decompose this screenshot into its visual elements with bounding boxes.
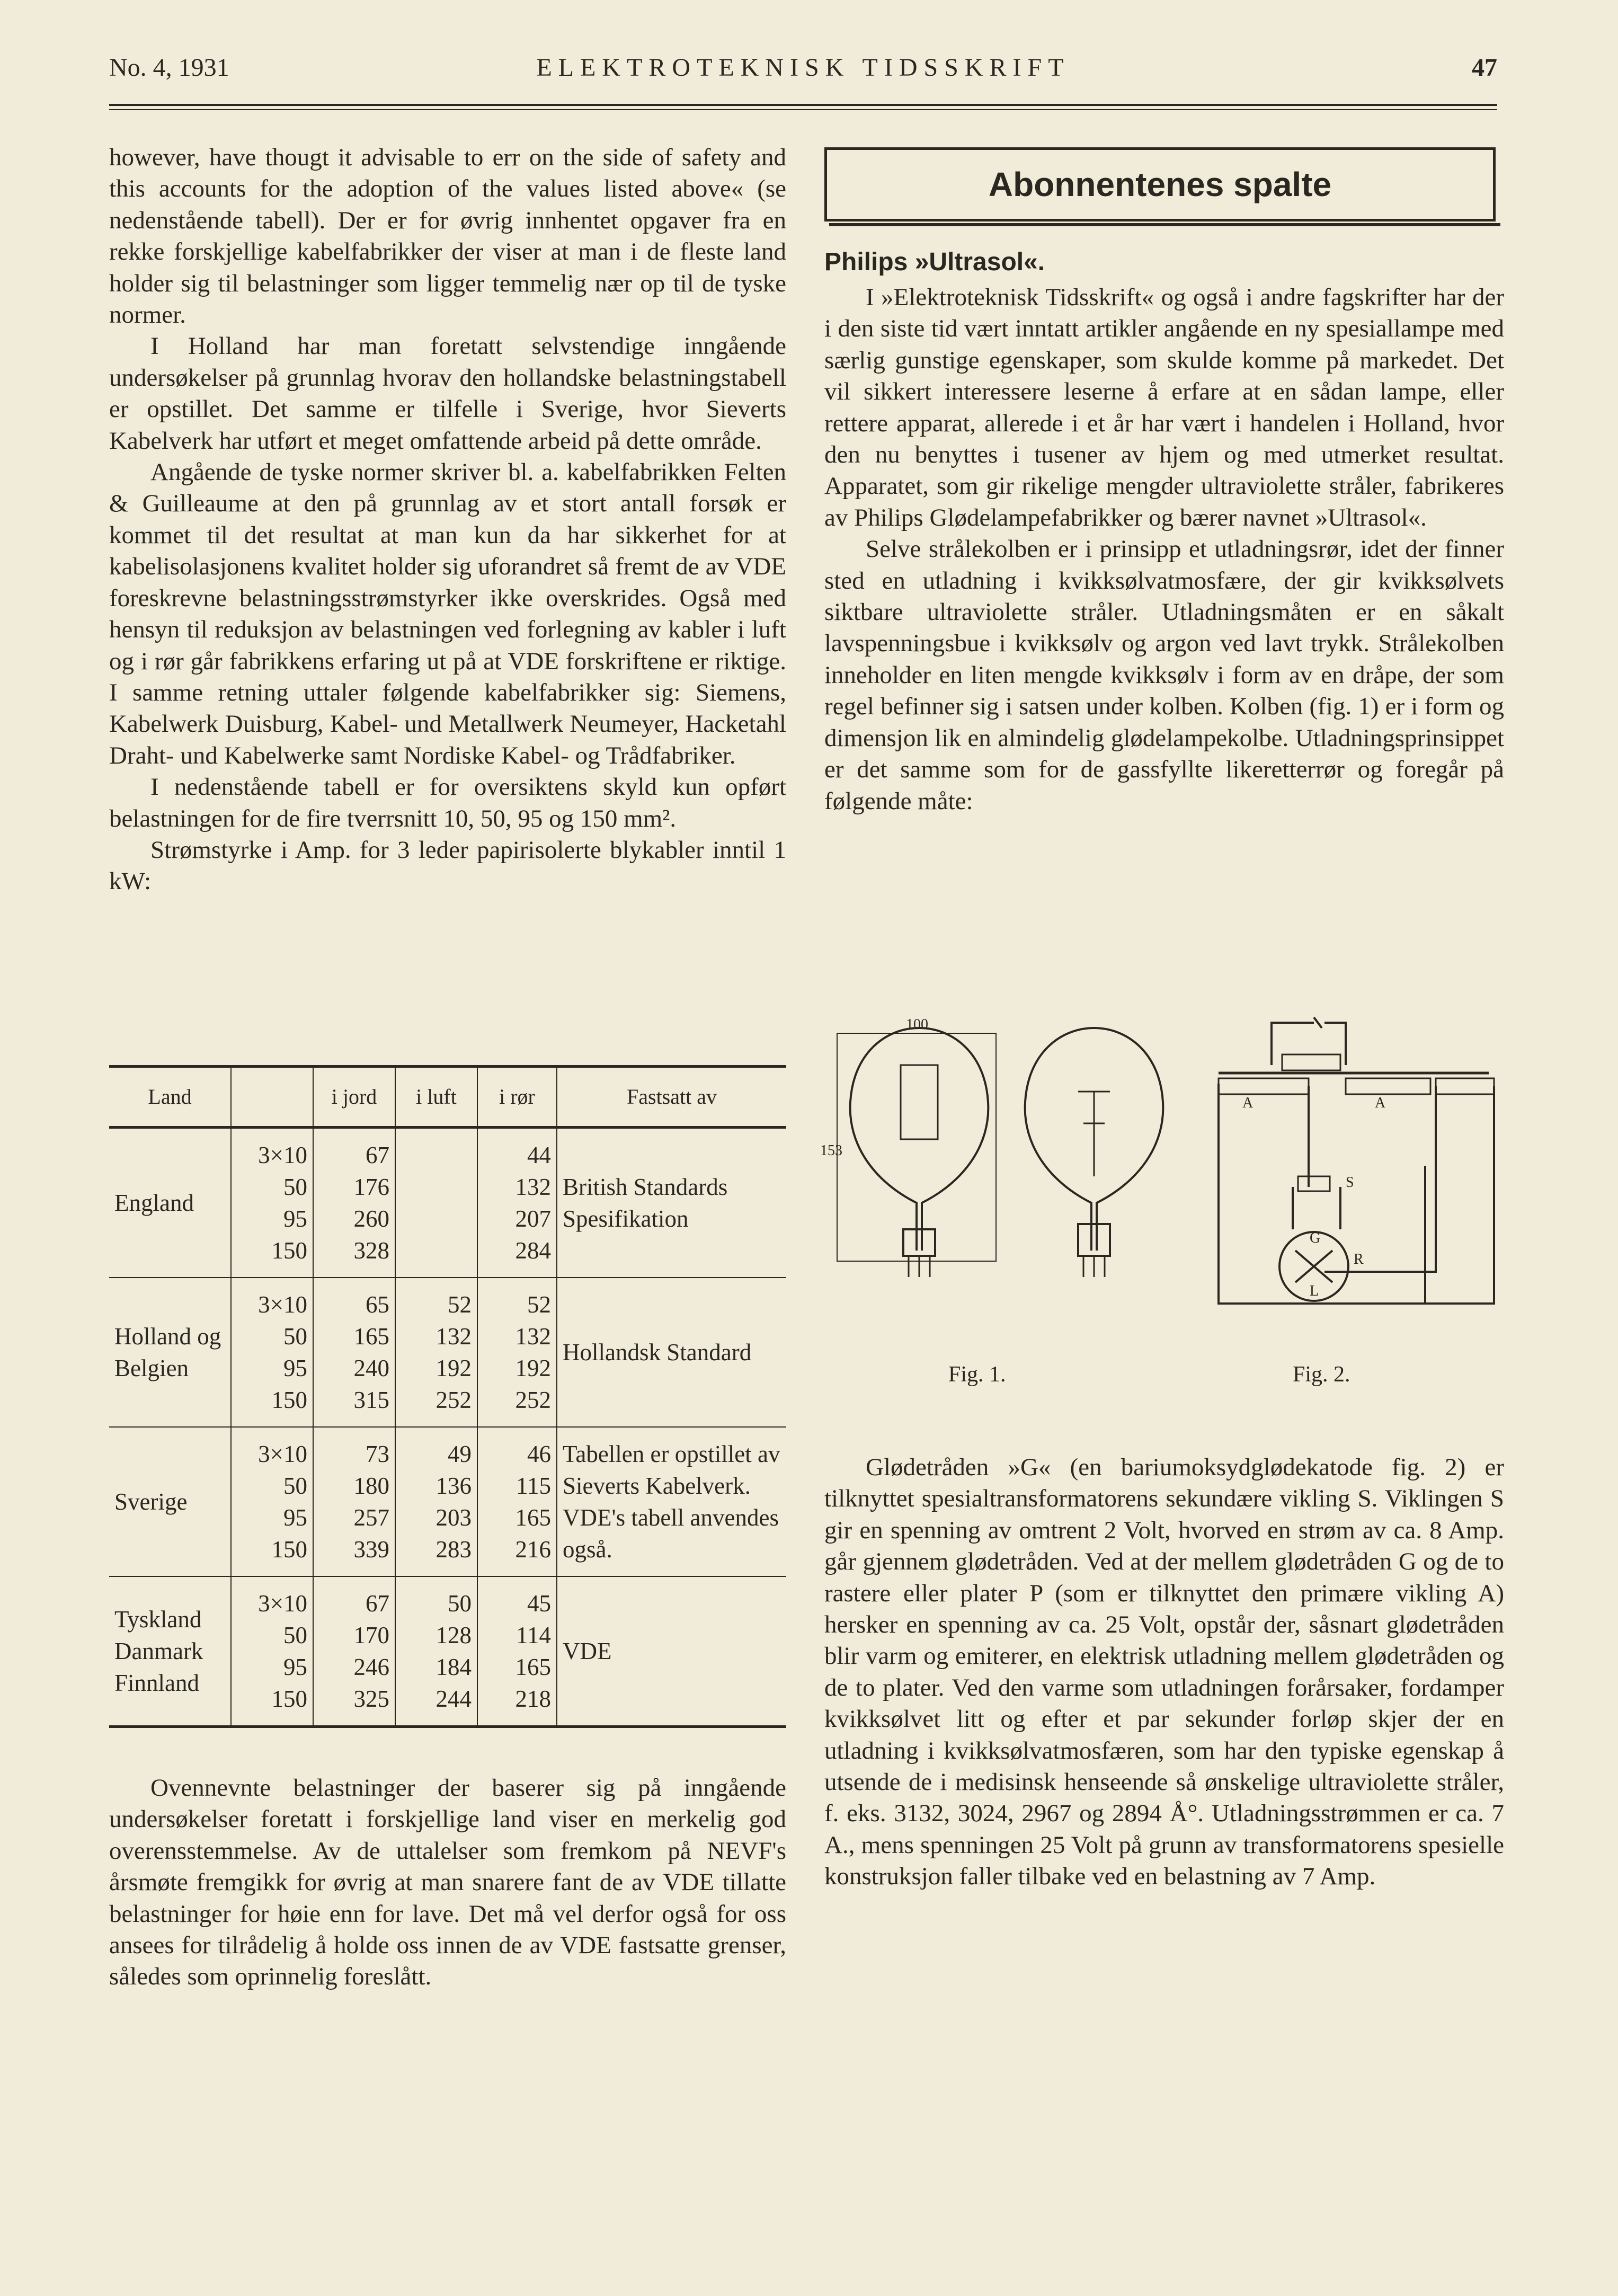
source-cell: Hollandsk Standard	[557, 1278, 786, 1427]
table-row	[109, 1427, 786, 1576]
sections-value: 95	[283, 1205, 307, 1232]
col-header-ror: i rør	[477, 1067, 557, 1128]
label-a-left: A	[1242, 1095, 1253, 1111]
source-cell: VDE	[557, 1576, 786, 1727]
article-heading: Philips »Ultrasol«.	[824, 248, 1045, 276]
luft-value: 244	[435, 1686, 472, 1712]
jord-value: 65	[366, 1291, 389, 1318]
ror-value: 114	[516, 1622, 551, 1648]
figures	[816, 954, 1505, 1404]
luft-value	[401, 1139, 472, 1171]
paragraph: I Holland har man foretatt selvstendige inngående undersøkelser på grunnlag hvorav den hollandske belastningstabell er opstillet. Det samme er tilfelle i Sverige, hvor Sieverts Kabelverk har utført et meget omfattende arbeid på dette område.	[109, 332, 786, 455]
paragraph: I nedenstående tabell er for oversiktens skyld kun opført belastningen for de fire tverrsnitt 10, 50, 95 og 150 mm².	[109, 773, 786, 832]
luft-value: 50	[448, 1590, 472, 1617]
paragraph: however, have thougt it advisable to err on the side of safety and this accounts for the adoption of the values listed above« (se nedenstående tabell). Der er for øvrig innhentet opgaver fra en rekke forskjellige kabelfabrikker der viser at man i de fleste land holder sig til belastninger som ligger temmelig nær op til de tyske normer.	[109, 144, 786, 329]
col-header-source: Fastsatt av	[557, 1067, 786, 1128]
jord-value: 246	[353, 1654, 389, 1680]
table-row	[109, 1576, 786, 1727]
sections-value: 150	[271, 1237, 307, 1264]
jord-value: 339	[353, 1536, 389, 1563]
table-row	[109, 1278, 786, 1427]
jord-value: 170	[353, 1622, 389, 1648]
luft-value: 128	[435, 1622, 472, 1648]
figure-drawings	[816, 954, 1505, 1404]
table-row	[109, 1129, 786, 1278]
label-g: G	[1310, 1230, 1321, 1246]
sections-value: 150	[271, 1387, 307, 1413]
ror-value: 165	[515, 1504, 551, 1531]
sections-cell	[231, 1278, 313, 1427]
electrode-assembly	[901, 1065, 938, 1139]
sections-value: 3×10	[258, 1441, 307, 1467]
jord-value: 240	[353, 1355, 389, 1381]
jord-cell	[313, 1278, 395, 1427]
jord-value: 328	[353, 1237, 389, 1264]
col-header-luft: i luft	[395, 1067, 477, 1128]
luft-value: 283	[435, 1536, 472, 1563]
dim-label-top: 100	[906, 1016, 928, 1033]
load-table	[109, 1065, 786, 1728]
paragraph: Ovennevnte belastninger der baserer sig på inngående undersøkelser foretatt i forskjellige land viser en merkelig god overensstemmelse. Av de uttalelser som fremkom på NEVF's årsmøte fremgikk for øvrig at man snarere fant de av VDE tillatte belastninger for høie enn for lave. Det må vel derfor også for oss ansees for tilrådelig å holde oss innen de av VDE fastsatte grenser, således som oprinnelig foreslått.	[109, 1774, 786, 1991]
sections-cell	[231, 1427, 313, 1576]
source-cell: Tabellen er opstillet av Sieverts Kabelverk. VDE's tabell anvendes også.	[557, 1427, 786, 1576]
dim-label-side: 153	[820, 1142, 842, 1159]
page-header	[109, 53, 1497, 90]
ror-value: 132	[515, 1174, 551, 1200]
ror-cell	[477, 1278, 557, 1427]
paragraph: Angående de tyske normer skriver bl. a. kabelfabrikken Felten & Guilleaume at den på grunnlag av et stort antall forsøk er kommet til det resultat at man kun da har sikkerhet for at kabelisolasjonens kvalitet holder sig uforandret så fremt de av VDE foreskrevne belastningsstrømstyrker ikke overskrides. Også med hensyn til reduksjon av belastningen ved forlegning av kabler i luft og i rør går fabrikkens erfaring ut på at VDE forskriftene er riktige. I samme retning uttaler følgende kabelfabrikker sig: Siemens, Kabelwerk Duisburg, Kabel- und Metallwerk Neumeyer, Hacketahl Draht- und Kabelwerke samt Nordiske Kabel- og Trådfabriker.	[109, 458, 786, 769]
luft-value: 52	[448, 1291, 472, 1318]
ror-cell	[477, 1129, 557, 1278]
jord-value: 176	[353, 1174, 389, 1200]
primary-winding	[1282, 1054, 1340, 1070]
country-cell: Tyskland Danmark Finnland	[109, 1576, 231, 1727]
sections-value: 95	[283, 1355, 307, 1381]
label-r: R	[1354, 1251, 1364, 1267]
sections-value: 95	[283, 1504, 307, 1531]
winding-a-right	[1346, 1078, 1430, 1094]
luft-value: 203	[435, 1504, 472, 1531]
jord-value: 73	[366, 1441, 389, 1467]
col-header-jord: i jord	[313, 1067, 395, 1128]
ror-value: 218	[515, 1686, 551, 1712]
jord-value: 260	[353, 1205, 389, 1232]
source-cell: British Standards Spesifikation	[557, 1129, 786, 1278]
winding-s	[1298, 1176, 1330, 1191]
right-column-bottom	[824, 1452, 1504, 1893]
header-rule	[109, 104, 1497, 106]
right-column-top	[824, 246, 1504, 817]
sections-value: 50	[283, 1473, 307, 1499]
luft-value	[401, 1171, 472, 1203]
ror-value: 52	[527, 1291, 551, 1318]
luft-value	[401, 1203, 472, 1235]
ror-value: 165	[515, 1654, 551, 1680]
jord-value: 180	[353, 1473, 389, 1499]
page-number: 47	[1472, 54, 1497, 82]
winding-far-right	[1436, 1078, 1494, 1094]
country-cell: Sverige	[109, 1427, 231, 1576]
lamp-base	[903, 1229, 935, 1256]
sections-value: 50	[283, 1323, 307, 1350]
ror-value: 284	[515, 1237, 551, 1264]
sections-value: 150	[271, 1536, 307, 1563]
jord-cell	[313, 1129, 395, 1278]
sections-value: 150	[271, 1686, 307, 1712]
caption-fig-2: Fig. 2.	[1293, 1362, 1350, 1387]
luft-cell	[395, 1278, 477, 1427]
luft-value: 132	[435, 1323, 472, 1350]
ror-value: 216	[515, 1536, 551, 1563]
sections-cell	[231, 1129, 313, 1278]
sections-value: 3×10	[258, 1590, 307, 1617]
luft-value	[401, 1235, 472, 1266]
ror-cell	[477, 1427, 557, 1576]
ror-value: 192	[515, 1355, 551, 1381]
jord-value: 325	[353, 1686, 389, 1712]
jord-cell	[313, 1427, 395, 1576]
journal-title: ELEKTROTEKNISK TIDSSKRIFT	[536, 54, 1070, 82]
label-l: L	[1310, 1283, 1319, 1299]
luft-cell	[395, 1576, 477, 1727]
sections-value: 3×10	[258, 1142, 307, 1168]
header-rule-thin	[109, 109, 1497, 110]
luft-cell	[395, 1427, 477, 1576]
paragraph: Strømstyrke i Amp. for 3 leder papirisolerte blykabler inntil 1 kW:	[109, 836, 786, 896]
section-box-title: Abonnentenes spalte	[824, 147, 1496, 221]
left-column-bottom	[109, 1772, 786, 1993]
label-a-right: A	[1375, 1095, 1386, 1111]
sections-cell	[231, 1576, 313, 1727]
jord-value: 165	[353, 1323, 389, 1350]
caption-fig-1: Fig. 1.	[948, 1362, 1006, 1387]
luft-value: 252	[435, 1387, 472, 1413]
paragraph: Glødetråden »G« (en bariumoksydglødekatode fig. 2) er tilknyttet spesialtransformatorens sekundære vikling S. Viklingen S gir en spenning av omtrent 2 Volt, hvorved en strøm av ca. 8 Amp. går gjennem glødetråden. Ved at der mellem glødetråden G og de to rastere eller plater P (som er tilknyttet den primære vikling A) hersker en spenning av ca. 25 Volt, opstår der, såsnart glødetråden blir varm og emiterer, en elektrisk utladning mellem glødetråden og de to plater. Ved den varme som utladningen forårsaker, fordamper kvikksølvet litt og efter et par sekunder forløp skjer der en utladning i kvikksølvatmosfæren, som har den typiske egenskap å utsende de i medisinsk henseende så ønskelige ultraviolette stråler, f. eks. 3132, 3024, 2967 og 2894 Å°. Utladningsstrømmen er ca. 7 A., mens spenningen 25 Volt på grunn av transformatorens spesielle konstruksjon faller tilbake ved en belastning av 7 Amp.	[824, 1453, 1504, 1891]
country-cell: Holland og Belgien	[109, 1278, 231, 1427]
jord-value: 67	[366, 1142, 389, 1168]
col-header-section	[231, 1067, 313, 1128]
luft-value: 49	[448, 1441, 472, 1467]
jord-cell	[313, 1576, 395, 1727]
paragraph: Selve strålekolben er i prinsipp et utladningsrør, idet der finner sted en utladning i kvikksølvatmosfære, der gir kvikksølvets siktbare ultraviolette stråler. Utladningsmåten er en såkalt lavspenningsbue i kvikksølv og argon ved lavt trykk. Strålekolben inneholder en liten mengde kvikksølv i form av en dråpe, der som regel befinner sig i satsen under kolben. Kolben (fig. 1) er i form og dimensjon lik en almindelig glødelampekolbe. Utladningsprinsippet er det samme som for de gassfyllte likeretterrør og foregår på følgende måte:	[824, 535, 1504, 815]
jord-value: 257	[353, 1504, 389, 1531]
luft-cell	[395, 1129, 477, 1278]
country-cell: England	[109, 1129, 231, 1278]
col-header-land: Land	[109, 1067, 231, 1128]
luft-value: 192	[435, 1355, 472, 1381]
luft-value: 136	[435, 1473, 472, 1499]
paragraph: I »Elektroteknisk Tidsskrift« og også i andre fagskrifter har der i den siste tid vært inntatt artikler angående en ny spesiallampe med særlig gunstige egenskaper, som skulde komme på markedet. Det vil sikkert interessere leserne å erfare at en sådan lampe, eller rettere apparat, allerede i et år har vært i handelen i Holland, hvor den nu benyttes i tusener av hjem og med utmerket resultat. Apparatet, som gir rikelige mengder ultraviolette stråler, fabrikeres av Philips Glødelampefabrikker og bærer navnet »Ultrasol«.	[824, 283, 1504, 531]
sections-value: 3×10	[258, 1291, 307, 1318]
sections-value: 95	[283, 1654, 307, 1680]
ror-cell	[477, 1576, 557, 1727]
sections-value: 50	[283, 1174, 307, 1200]
sections-value: 50	[283, 1622, 307, 1648]
ror-value: 44	[527, 1142, 551, 1168]
winding-a-left	[1219, 1078, 1309, 1094]
ror-value: 45	[527, 1590, 551, 1617]
ror-value: 115	[516, 1473, 551, 1499]
jord-value: 67	[366, 1590, 389, 1617]
luft-value: 184	[435, 1654, 472, 1680]
left-column-top	[109, 142, 786, 898]
issue-number: No. 4, 1931	[109, 54, 229, 82]
label-s: S	[1346, 1174, 1354, 1191]
ror-value: 207	[515, 1205, 551, 1232]
ror-value: 252	[515, 1387, 551, 1413]
ror-value: 46	[527, 1441, 551, 1467]
jord-value: 315	[353, 1387, 389, 1413]
ror-value: 132	[515, 1323, 551, 1350]
